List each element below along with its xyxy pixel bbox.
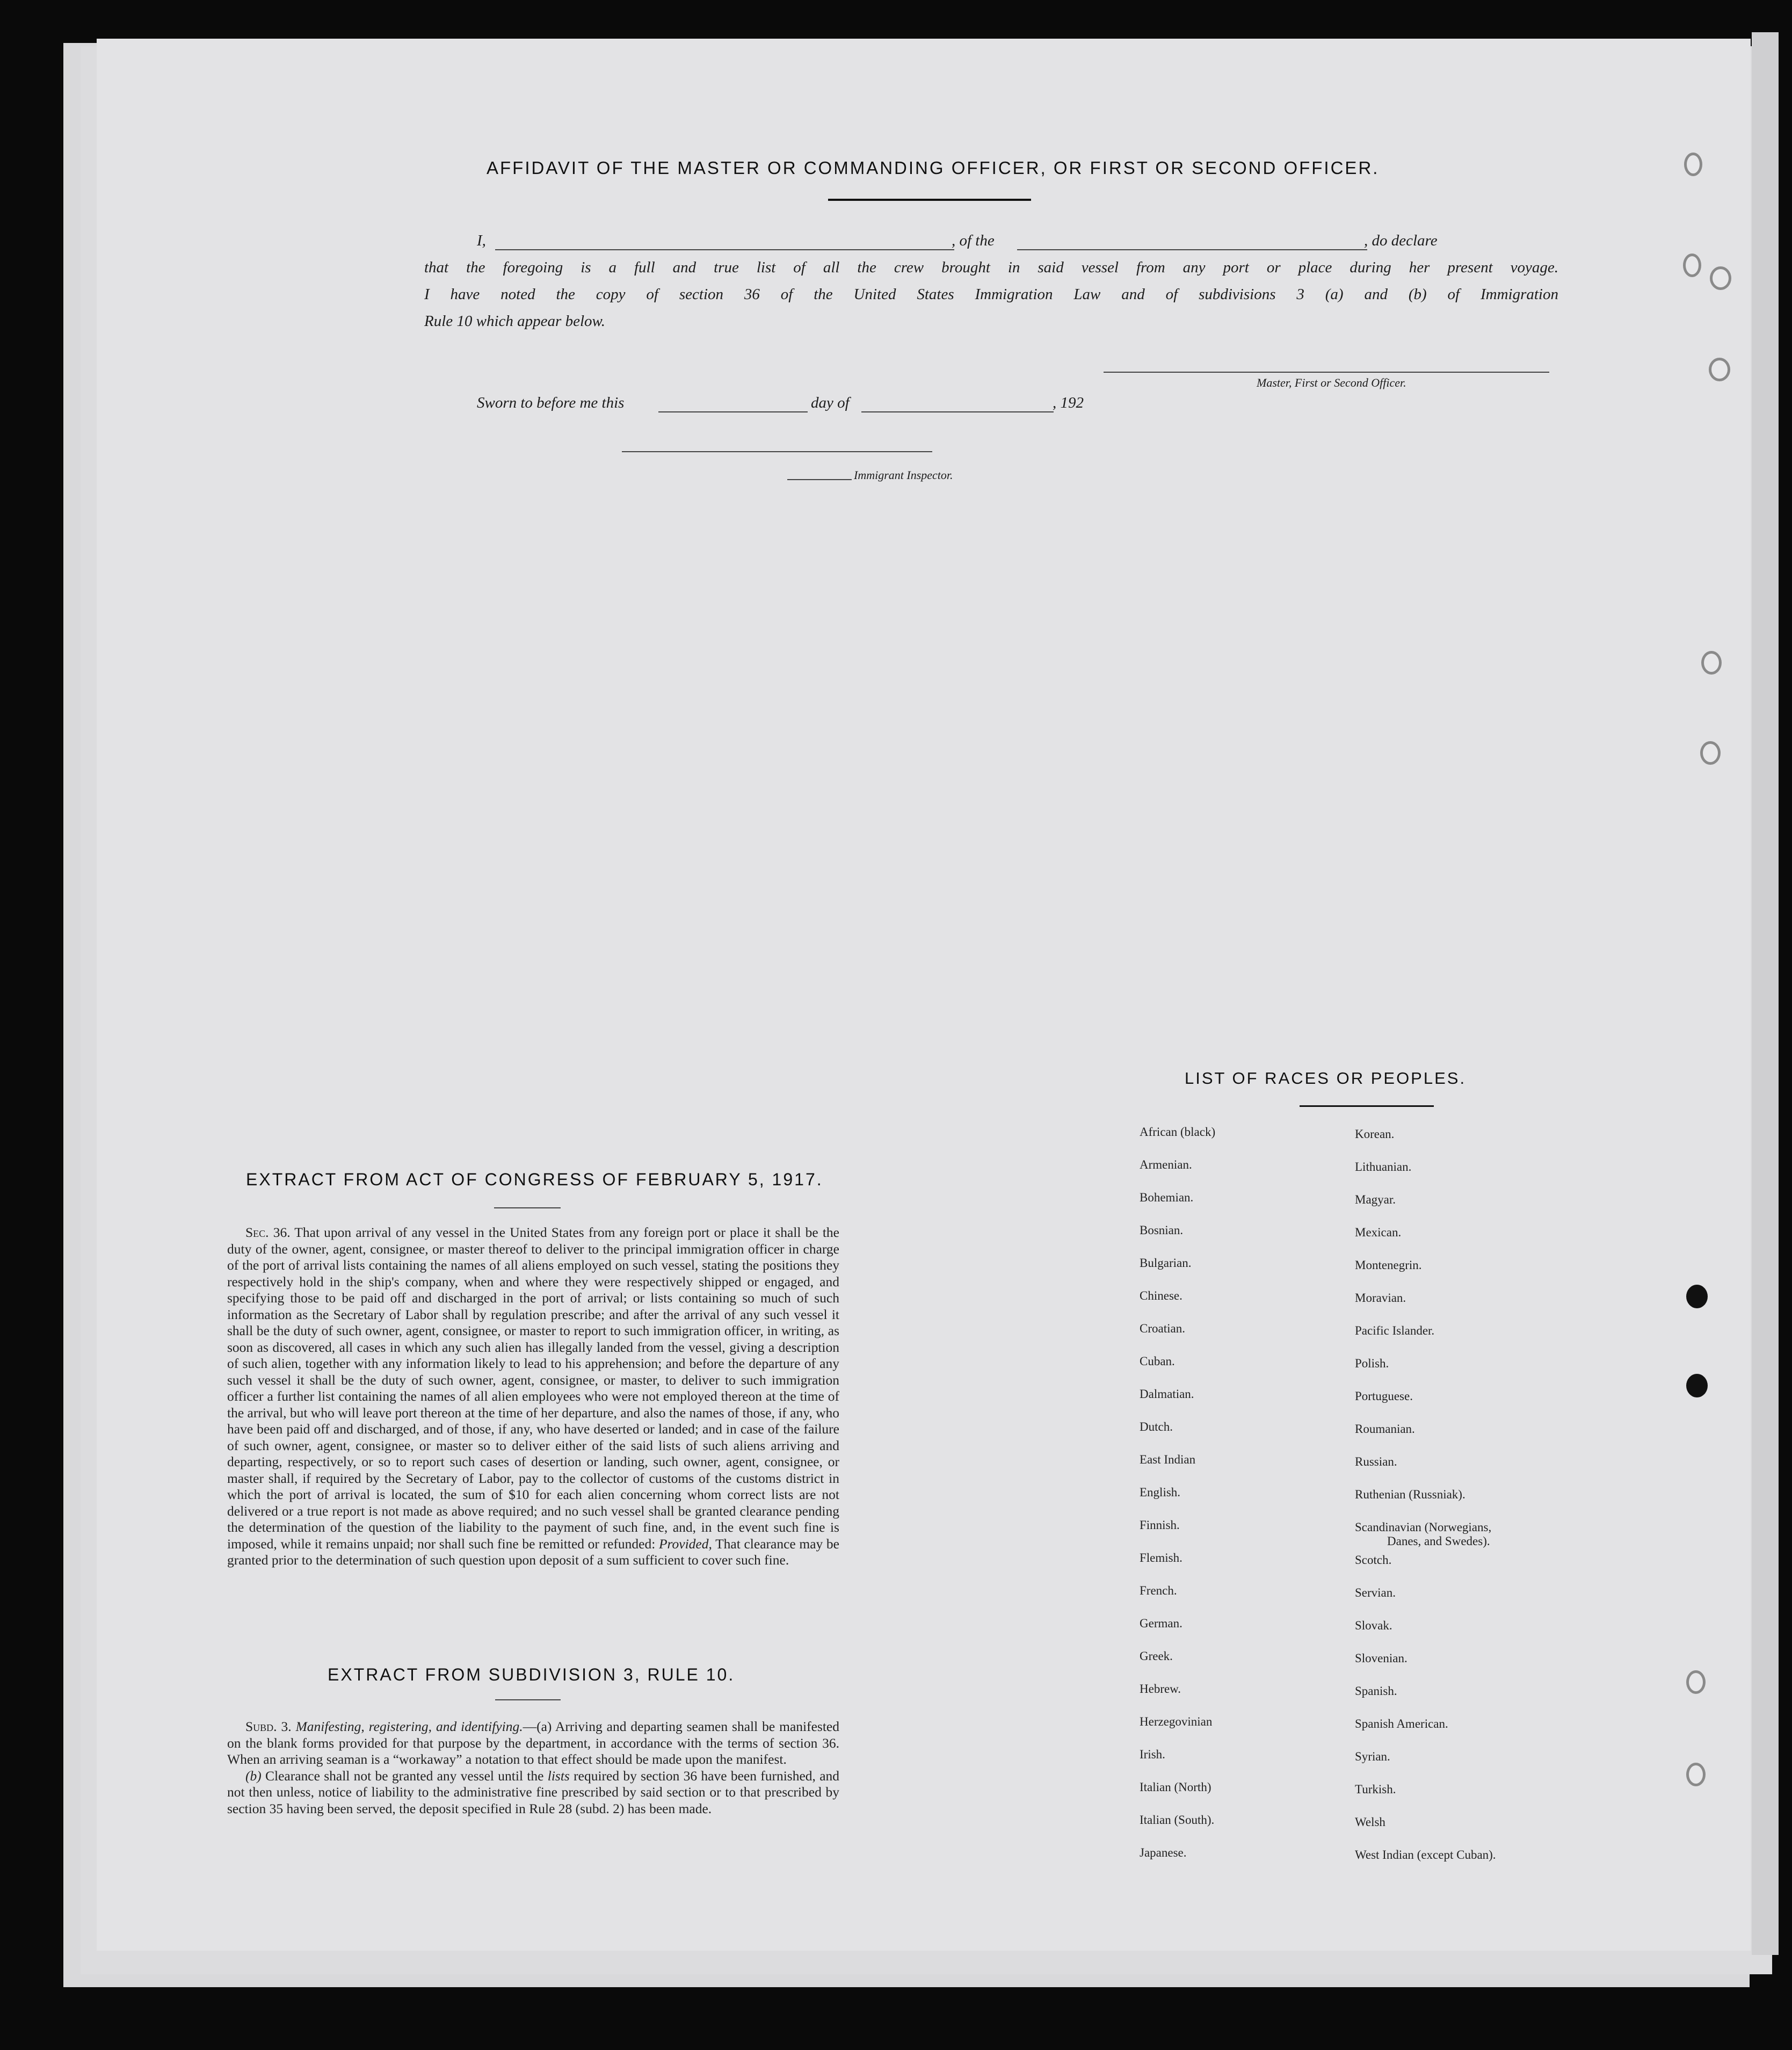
act-section-label: Sec. 36. [245,1225,291,1240]
race-item: English. [1140,1486,1181,1499]
race-item: Bosnian. [1140,1223,1184,1237]
punch-hole [1686,1763,1706,1786]
punch-hole [1701,651,1722,675]
vessel-blank [1017,249,1367,250]
act-title: EXTRACT FROM ACT OF CONGRESS OF FEBRUARY 5, 1917. [246,1170,823,1189]
race-item: Pacific Islander. [1355,1324,1435,1337]
races-title-rule [1300,1105,1434,1107]
race-item: French. [1140,1584,1177,1597]
sworn-year: , 192 [1053,394,1084,411]
punch-hole [1684,153,1702,176]
race-item: Servian. [1355,1586,1396,1599]
rule-title: EXTRACT FROM SUBDIVISION 3, RULE 10. [328,1665,735,1684]
race-item: Spanish American. [1355,1717,1448,1730]
race-item: Herzegovinian [1140,1715,1213,1728]
rule-subd-text: —(a) Arriving and departing seamen shall be manifested on the blank forms provided for that purpose by the department, in accordance with the terms of section 36. When an arriving seaman is a “workaway” a notation to that effect should be made upon the manifest. [227,1719,839,1767]
race-item: Bulgarian. [1140,1256,1192,1270]
affidavit-do-declare: , do declare [1364,232,1438,249]
punch-hole [1686,1374,1708,1397]
act-section-36 [227,1225,839,1569]
race-item: Japanese. [1140,1846,1187,1859]
race-item: Mexican. [1355,1226,1402,1239]
race-item: Armenian. [1140,1158,1192,1171]
race-item: Magyar. [1355,1193,1396,1206]
race-item: Scandinavian (Norwegians, [1355,1520,1492,1534]
race-item: Dutch. [1140,1420,1173,1433]
race-item: Polish. [1355,1357,1389,1370]
punch-hole [1710,266,1731,290]
punch-hole [1686,1285,1708,1308]
sworn-text: Sworn to before me this [477,394,625,411]
rule-b-text-2: required by section 36 have been furnished, and not then unless, notice of liability to the administrative fine prescribed by said section or to that prescribed by section 35 having been served, the deposit specified in Rule 28 (subd. 2) has been made. [227,1768,840,1816]
inspector-caption: Immigrant Inspector. [854,468,953,482]
sworn-day-blank [658,411,808,412]
race-item: East Indian [1140,1453,1196,1466]
affidavit-title: AFFIDAVIT OF THE MASTER OR COMMANDING OFFICER, OR FIRST OR SECOND OFFICER. [487,158,1380,178]
race-item: African (black) [1140,1125,1216,1139]
race-item: Italian (North) [1140,1780,1211,1794]
rule-subd-label: Subd. 3. [245,1719,292,1734]
punch-hole [1683,253,1701,277]
race-item: Greek. [1140,1649,1173,1663]
affidavit-line-4: Rule 10 which appear below. [424,313,605,330]
punch-hole [1686,1670,1706,1694]
race-item: Slovak. [1355,1619,1392,1632]
race-item: Italian (South). [1140,1813,1215,1827]
race-item: Chinese. [1140,1289,1182,1302]
document-page [97,39,1751,1951]
race-item: Russian. [1355,1455,1397,1468]
affidavit-line-1 [477,232,1546,253]
race-item: Danes, and Swedes). [1387,1534,1490,1548]
sworn-line [477,394,1229,416]
race-item: Finnish. [1140,1518,1180,1532]
rule-subd-italic: Manifesting, registering, and identifying. [295,1719,523,1734]
rule-title-rule [495,1699,561,1700]
officer-signature-line [1104,372,1549,373]
race-item: Dalmatian. [1140,1387,1194,1401]
rule-subdivision-3 [227,1719,839,1817]
rule-b-text-1: Clearance shall not be granted any vessel until the [265,1768,544,1784]
race-item: Irish. [1140,1748,1165,1761]
race-item: Montenegrin. [1355,1258,1422,1272]
affidavit-i: I, [477,232,486,249]
right-edge-strip [1752,32,1779,1955]
name-blank [495,249,954,250]
sworn-month-blank [861,411,1054,412]
race-item: Slovenian. [1355,1651,1408,1665]
rule-b-label: (b) [245,1768,262,1784]
affidavit-of-the: , of the [952,232,995,249]
punch-hole [1700,741,1721,765]
rule-b-lists: lists [547,1768,570,1784]
race-item: Ruthenian (Russniak). [1355,1488,1465,1501]
sworn-day-of: day of [811,394,850,411]
act-proviso-label: Provided, [658,1535,712,1552]
inspector-signature-line [622,451,932,452]
affidavit-title-rule [828,199,1031,201]
race-item: Korean. [1355,1127,1395,1141]
act-title-rule [494,1207,561,1208]
inspector-caption-lead [787,479,852,480]
race-item: Roumanian. [1355,1422,1415,1436]
race-item: Welsh [1355,1815,1385,1829]
affidavit-line-3: I have noted the copy of section 36 of the United States Immigration Law and of subdivisions 3 (a) and (b) of Immigration [424,286,1558,303]
race-item: Syrian. [1355,1750,1390,1763]
race-item: Flemish. [1140,1551,1182,1564]
race-item: Hebrew. [1140,1682,1181,1696]
affidavit-line-2: that the foregoing is a full and true list of all the crew brought in said vessel from any port or place during her present voyage. [424,259,1558,276]
race-item: German. [1140,1617,1182,1630]
race-item: Turkish. [1355,1783,1396,1796]
act-proviso-text: That clearance may be granted prior to the determination of such question upon deposit of a sum sufficient to cover such fine. [227,1535,840,1568]
race-item: West Indian (except Cuban). [1355,1848,1496,1861]
officer-signature-caption: Master, First or Second Officer. [1257,376,1406,389]
race-item: Moravian. [1355,1291,1406,1305]
punch-hole [1709,358,1730,381]
race-item: Spanish. [1355,1684,1397,1698]
act-section-text: That upon arrival of any vessel in the United States from any foreign port or place it shall be the duty of the owner, agent, consignee, or master thereof to deliver to the principal immigration officer in charge of the port of arrival lists containing the names of all aliens employed on such vessel, stating the positions they respectively hold in the ship's company, when and where they were respectively shipped or engaged, and specifying those to be paid off and discharged in the port of arrival; or lists containing so much of such information as the Secretary of Labor shall by regulation prescribe; and after the arrival of any such vessel it shall be the duty of such owner, agent, consignee, or master to report to such immigration officer, in writing, as soon as discovered, all cases in which any such alien has illegally landed from the vessel, giving a description of such alien, together with any information likely to lead to his apprehension; and before the departure of any such vessel it shall be the duty of such owner, agent, consignee, or master, to deliver to such immigration officer a further list containing the names of all alien employees who were not employed thereon at the time of the arrival, but who will leave port thereon at the time of her departure, and also the names of those, if any, who have been paid off and discharged, and of those, if any, who have deserted or landed; and in case of the failure of such owner, agent, consignee, or master so to deliver either of the said lists of such aliens arriving and departing, respectively, or so to report such cases of desertion or landing, such owner, agent, consignee, or master shall, if required by the Secretary of Labor, pay to the collector of customs of the customs district in which the port of arrival is located, the sum of $10 for each alien concerning whom correct lists are not delivered or a true report is not made as above required; and no such vessel shall be granted clearance pending the determination of the question of the liability to the payment of such fine, and, in the event such fine is imposed, while it remains unpaid; nor shall such fine be remitted or refunded: [227,1225,839,1552]
race-item: Croatian. [1140,1322,1185,1335]
race-item: Scotch. [1355,1553,1392,1567]
races-title: LIST OF RACES OR PEOPLES. [1185,1069,1467,1088]
race-item: Bohemian. [1140,1191,1194,1204]
race-item: Portuguese. [1355,1389,1413,1403]
race-item: Lithuanian. [1355,1160,1412,1174]
race-item: Cuban. [1140,1354,1175,1368]
